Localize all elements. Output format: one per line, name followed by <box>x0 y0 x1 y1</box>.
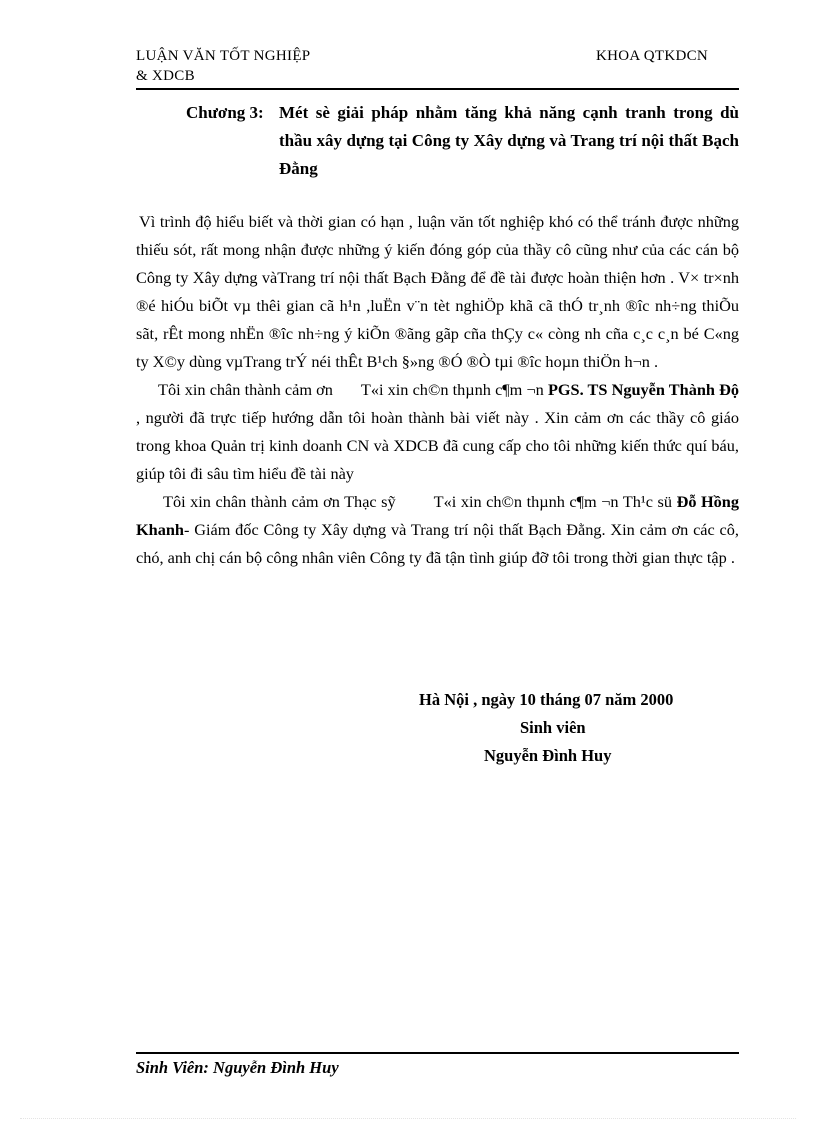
header-divider <box>136 88 739 90</box>
thanks-director-rest: - Giám đốc Công ty Xây dựng và Trang trí nội thất Bạch Đằng. Xin cảm ơn các cô, chó, anh chị cán bộ công nhân viên Công ty đã tận tình giúp đỡ tôi trong thời gian thực tập . <box>136 520 739 567</box>
header-faculty: KHOA QTKDCN <box>596 48 709 64</box>
paragraph-thanks-director <box>136 488 739 572</box>
thanks-text-2: Tôi xin chân thành cảm ơn Thạc sỹ <box>163 492 396 511</box>
footer-divider <box>136 1052 739 1054</box>
paragraph-limitations: Vì trình độ hiểu biết và thời gian có hạn , luận văn tốt nghiệp khó có thể tránh được những thiếu sót, rất mong nhận được những ý kiến đóng góp của thầy cô cũng như của các cán bộ Công ty Xây dựng vàTrang trí nội thất Bạch Đằng để đề tài được hoàn thiện hơn . V× tr×nh ®é hiÓu biÕt vµ thêi gian cã h¹n ,luËn v¨n tèt nghiÖp khã cã thÓ tr¸nh ®îc nh÷ng thiÕu sãt, rÊt mong nhËn ®îc nh÷ng ý kiÕn ®ãng gãp cña thÇy c« còng nh cña c¸c c¸n bé C«ng ty X©y dùng vµTrang trÝ néi thÊt B¹ch §»ng ®Ó ®Ò tµi ®îc hoµn thiÖn h¬n . <box>136 212 739 371</box>
header-thesis-title: LUẬN VĂN TỐT NGHIỆP <box>136 48 311 64</box>
director-name: Đỗ Hồng Khanh <box>136 492 739 539</box>
signature-role: Sinh viên <box>520 718 586 737</box>
paragraph-thanks-supervisor <box>136 376 739 488</box>
document-body <box>136 208 739 572</box>
signature-place-date: Hà Nội , ngày 10 tháng 07 năm 2000 <box>419 690 674 709</box>
header-thesis-dept: & XDCB <box>136 68 195 84</box>
running-footer: Sinh Viên: Nguyễn Đình Huy <box>136 1058 339 1077</box>
running-header-left <box>136 46 310 86</box>
thanks-text: Tôi xin chân thành cảm ơn <box>158 380 333 399</box>
supervisor-name: PGS. TS Nguyễn Thành Độ <box>547 380 739 399</box>
thanks-supervisor-rest: , người đã trực tiếp hướng dẫn tôi hoàn thành bài viết này . Xin cảm ơn các thầy cô giáo trong khoa Quản trị kinh doanh CN và XDCB đã cung cấp cho tôi những kiến thức quí báu, giúp tôi đi sâu tìm hiểu đề tài này <box>136 408 739 483</box>
chapter-label: Chương 3: <box>186 103 264 122</box>
thanks-text-2-garbled: T«i xin ch©n thµnh c¶m ¬n Th¹c sü <box>433 492 673 511</box>
page-edge-line <box>20 1118 796 1119</box>
chapter-title: Mét sè giải pháp nhằm tăng khả năng cạnh tranh trong dù thầu xây dựng tại Công ty Xây dựng và Trang trí nội thất Bạch Đằng <box>279 103 739 178</box>
signature-name: Nguyễn Đình Huy <box>484 746 612 765</box>
thanks-text-garbled: T«i xin ch©n thµnh c¶m ¬n <box>360 380 544 399</box>
